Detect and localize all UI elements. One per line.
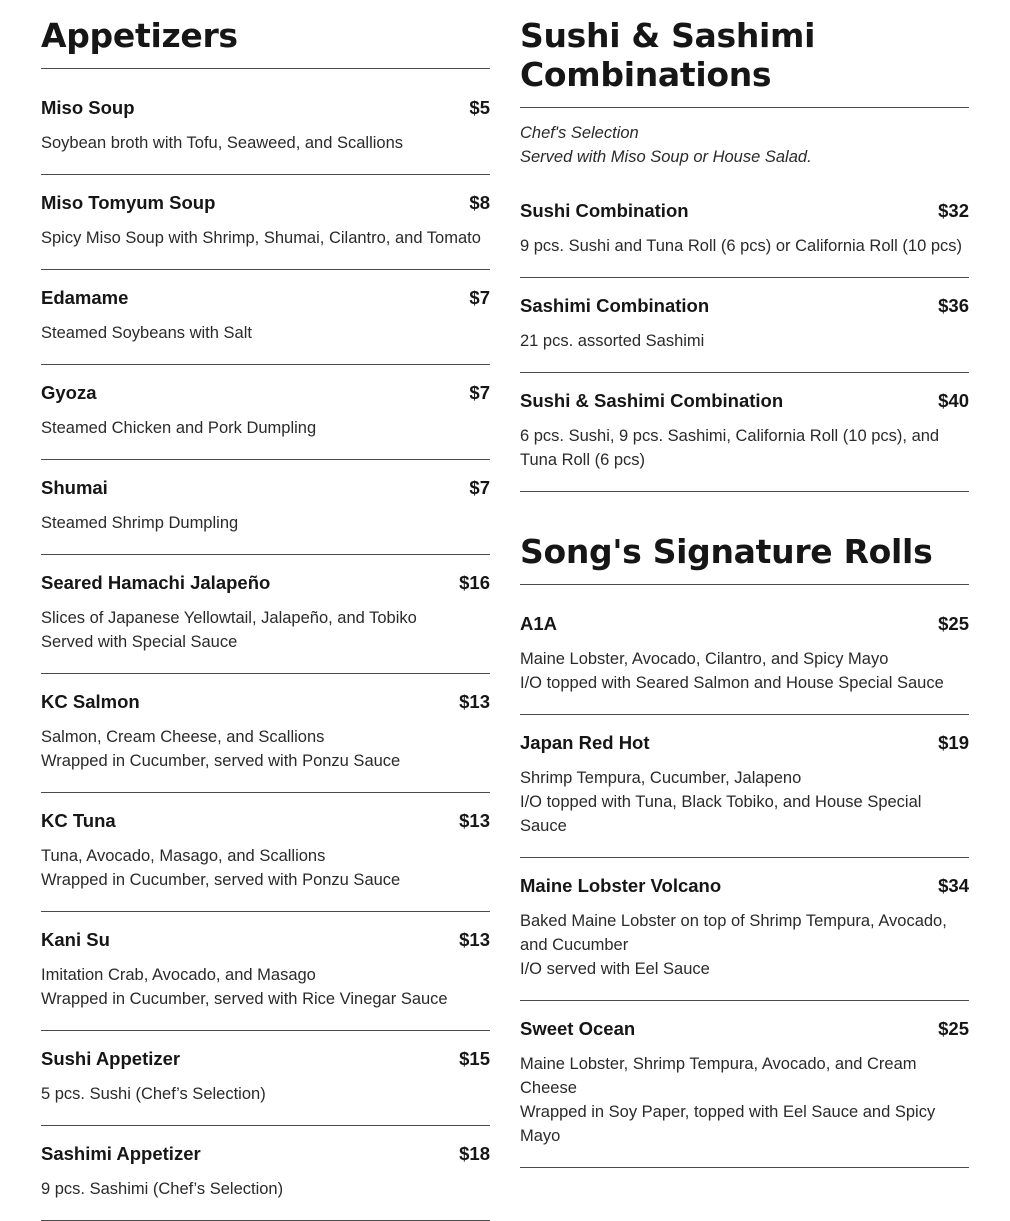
menu-item	[520, 715, 969, 858]
menu-item-price: $19	[938, 732, 969, 753]
menu-item-description-line: 9 pcs. Sushi and Tuna Roll (6 pcs) or California Roll (10 pcs)	[520, 237, 963, 255]
signature-title: Song's Signature Rolls	[520, 532, 933, 571]
menu-item-description-line: Slices of Japanese Yellowtail, Jalapeño, and Tobiko	[41, 609, 417, 627]
menu-item-price: $13	[459, 691, 490, 712]
menu-item-price: $34	[938, 875, 969, 896]
menu-item-description-line: 5 pcs. Sushi (Chef’s Selection)	[41, 1085, 266, 1103]
menu-item-description	[520, 329, 969, 353]
menu-item-description	[41, 131, 490, 155]
menu-item-description	[41, 416, 490, 440]
menu-item-price: $7	[469, 477, 490, 498]
menu-item-description-line: Imitation Crab, Avocado, and Masago	[41, 966, 316, 984]
menu-item-description-line: Maine Lobster, Shrimp Tempura, Avocado, and Cream Cheese	[520, 1055, 917, 1097]
menu-item-price: $13	[459, 810, 490, 831]
menu-item-name: KC Salmon	[41, 691, 140, 712]
menu-item-description-line: Salmon, Cream Cheese, and Scallions	[41, 728, 325, 746]
combinations-title	[520, 0, 969, 94]
menu-item-description-line: 6 pcs. Sushi, 9 pcs. Sashimi, California Roll (10 pcs), and Tuna Roll (6 pcs)	[520, 427, 940, 469]
menu-item-description	[41, 844, 490, 892]
menu-item-name: Sashimi Combination	[520, 295, 710, 316]
combinations-list	[520, 189, 969, 492]
menu-item	[520, 858, 969, 1001]
menu-item	[520, 189, 969, 278]
menu-item-description-line: Steamed Shrimp Dumpling	[41, 514, 239, 532]
menu-item	[41, 1031, 490, 1126]
menu-item	[520, 278, 969, 373]
menu-item-description	[41, 1082, 490, 1106]
menu-item-name: Miso Soup	[41, 97, 135, 118]
menu-item-description-line: I/O topped with Tuna, Black Tobiko, and House Special Sauce	[520, 793, 922, 835]
menu-item-header	[520, 294, 969, 318]
menu-item-header	[41, 1047, 490, 1071]
menu-item-name: Maine Lobster Volcano	[520, 875, 722, 896]
appetizers-list	[41, 69, 490, 1221]
menu-item	[41, 1126, 490, 1221]
menu-item-description-line: Wrapped in Cucumber, served with Rice Vinegar Sauce	[41, 990, 448, 1008]
menu-item-name: Kani Su	[41, 929, 110, 950]
menu-item-description-line: Wrapped in Cucumber, served with Ponzu Sauce	[41, 871, 401, 889]
menu-item-name: Sashimi Appetizer	[41, 1143, 201, 1164]
menu-item-header	[520, 199, 969, 223]
menu-item-name: Sushi Appetizer	[41, 1048, 181, 1069]
menu-item-name: KC Tuna	[41, 810, 116, 831]
menu-item	[41, 793, 490, 912]
menu-item	[41, 555, 490, 674]
combinations-title-line1: Sushi & Sashimi	[520, 16, 816, 55]
menu-item-price: $18	[459, 1143, 490, 1164]
menu-item-price: $36	[938, 295, 969, 316]
menu-item-header	[41, 809, 490, 833]
menu-item	[41, 175, 490, 270]
menu-item	[41, 460, 490, 555]
menu-item	[41, 674, 490, 793]
menu-item-description	[520, 424, 969, 472]
menu-item-description-line: 9 pcs. Sashimi (Chef’s Selection)	[41, 1180, 284, 1198]
menu-item	[41, 365, 490, 460]
menu-item-description-line: Wrapped in Soy Paper, topped with Eel Sauce and Spicy Mayo	[520, 1103, 936, 1145]
menu-item-description-line: Maine Lobster, Avocado, Cilantro, and Spicy Mayo	[520, 650, 889, 668]
menu-item-description	[520, 766, 969, 838]
menu-item-name: A1A	[520, 613, 558, 634]
menu-item-name: Sushi Combination	[520, 200, 689, 221]
menu-item-header	[41, 96, 490, 120]
right-column	[520, 0, 969, 1168]
menu-item-description-line: I/O served with Eel Sauce	[520, 960, 710, 978]
menu-item-price: $40	[938, 390, 969, 411]
combinations-note	[520, 108, 969, 189]
menu-item-name: Sushi & Sashimi Combination	[520, 390, 784, 411]
menu-item-description-line: Soybean broth with Tofu, Seaweed, and Scallions	[41, 134, 404, 152]
menu-item	[520, 585, 969, 715]
menu-item-header	[41, 191, 490, 215]
menu-item-description-line: Served with Special Sauce	[41, 633, 238, 651]
menu-item-description-line: I/O topped with Seared Salmon and House Special Sauce	[520, 674, 944, 692]
menu-item-price: $16	[459, 572, 490, 593]
menu-item	[520, 373, 969, 492]
combinations-note-line2: Served with Miso Soup or House Salad.	[520, 148, 812, 166]
menu-item-name: Miso Tomyum Soup	[41, 192, 216, 213]
menu-item-header	[520, 612, 969, 636]
menu-item-price: $32	[938, 200, 969, 221]
menu-item-header	[41, 476, 490, 500]
menu-item-description-line: Wrapped in Cucumber, served with Ponzu Sauce	[41, 752, 401, 770]
menu-item-description-line: Baked Maine Lobster on top of Shrimp Tempura, Avocado, and Cucumber	[520, 912, 947, 954]
menu-item	[41, 69, 490, 175]
menu-item-name: Shumai	[41, 477, 108, 498]
menu-item-header	[41, 571, 490, 595]
menu-item-header	[41, 928, 490, 952]
menu-item-name: Japan Red Hot	[520, 732, 650, 753]
menu-item	[41, 270, 490, 365]
menu-item-name: Seared Hamachi Jalapeño	[41, 572, 271, 593]
appetizers-column	[41, 0, 490, 1221]
menu-item-description	[520, 234, 969, 258]
menu-item-description	[520, 647, 969, 695]
combinations-note-line1: Chef's Selection	[520, 124, 639, 142]
menu-item-description	[41, 226, 490, 250]
menu-item-description	[41, 606, 490, 654]
menu-item-price: $15	[459, 1048, 490, 1069]
menu-item-price: $8	[469, 192, 490, 213]
menu-item-description	[41, 321, 490, 345]
menu-item-header	[520, 1017, 969, 1041]
menu-item-header	[41, 690, 490, 714]
menu-item-price: $5	[469, 97, 490, 118]
menu-item-description	[41, 725, 490, 773]
menu-item-price: $13	[459, 929, 490, 950]
menu-item-price: $7	[469, 287, 490, 308]
menu-item-header	[41, 381, 490, 405]
menu-item-description	[41, 511, 490, 535]
menu-item-description-line: 21 pcs. assorted Sashimi	[520, 332, 705, 350]
menu-item-description-line: Spicy Miso Soup with Shrimp, Shumai, Cilantro, and Tomato	[41, 229, 481, 247]
menu-item-description	[520, 909, 969, 981]
menu-item	[520, 1001, 969, 1168]
combinations-title-line2: Combinations	[520, 55, 772, 94]
menu-item-header	[520, 731, 969, 755]
menu-item-price: $7	[469, 382, 490, 403]
menu-item-price: $25	[938, 613, 969, 634]
menu-item-name: Sweet Ocean	[520, 1018, 636, 1039]
menu-item-description-line: Shrimp Tempura, Cucumber, Jalapeno	[520, 769, 802, 787]
menu-item-header	[41, 286, 490, 310]
menu-item-description	[41, 963, 490, 1011]
menu-item-name: Gyoza	[41, 382, 97, 403]
menu-item-header	[520, 874, 969, 898]
appetizers-title: Appetizers	[41, 16, 238, 55]
signature-list	[520, 585, 969, 1168]
menu-item-description-line: Steamed Chicken and Pork Dumpling	[41, 419, 317, 437]
menu-item-name: Edamame	[41, 287, 129, 308]
menu-item	[41, 912, 490, 1031]
menu-item-header	[41, 1142, 490, 1166]
menu-item-description-line: Tuna, Avocado, Masago, and Scallions	[41, 847, 326, 865]
menu-item-description	[520, 1052, 969, 1148]
menu-item-header	[520, 389, 969, 413]
menu-item-price: $25	[938, 1018, 969, 1039]
menu-item-description	[41, 1177, 490, 1201]
menu-item-description-line: Steamed Soybeans with Salt	[41, 324, 252, 342]
